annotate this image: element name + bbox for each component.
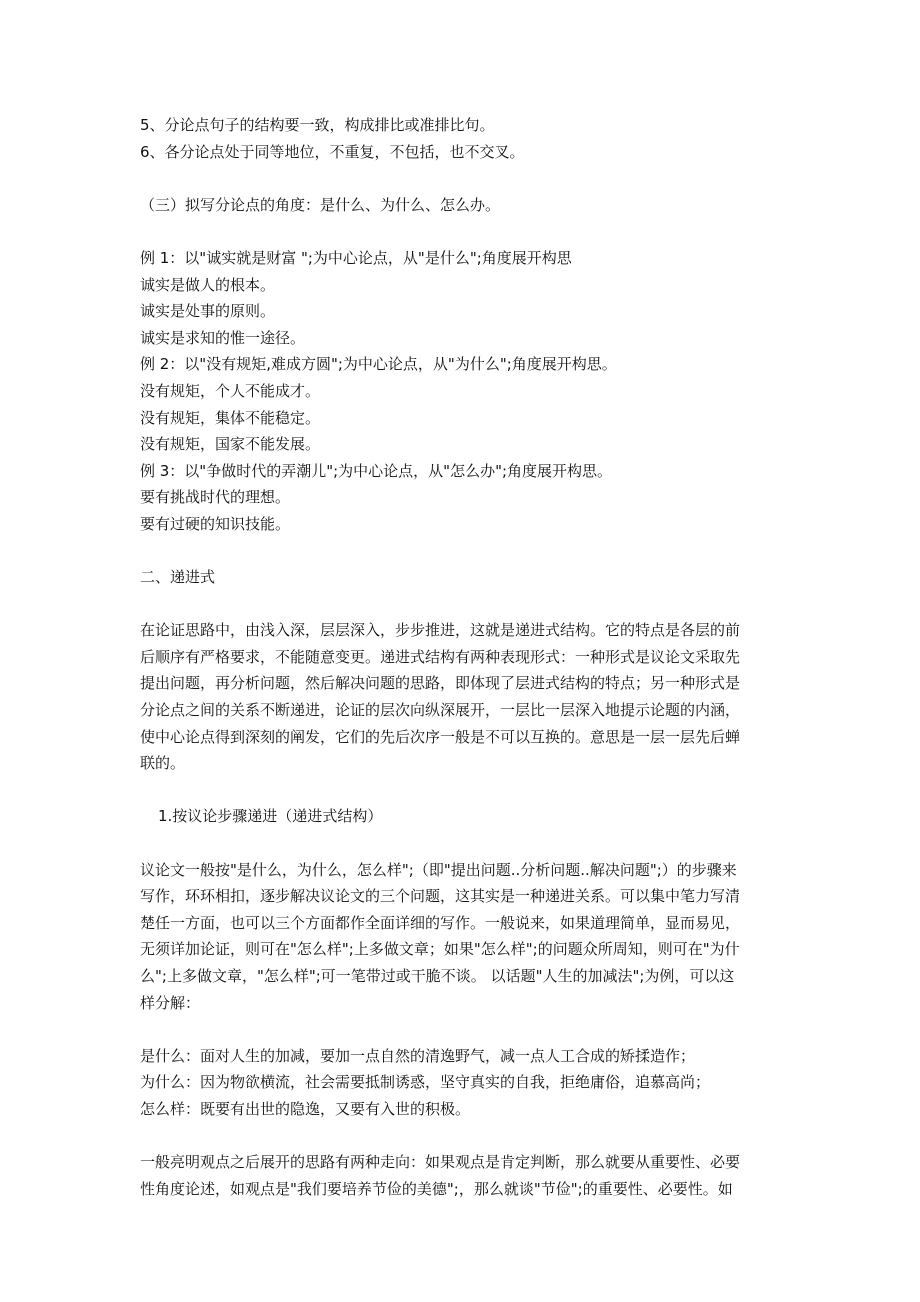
breakdown-what: 是什么：面对人生的加减，要加一点自然的清逸野气，减一点人工合成的矫揉造作；	[140, 1046, 696, 1065]
paragraph-line: 使中心论点得到深刻的阐发，它们的先后次序一般是不可以互换的。意思是一层一层先后蝉	[140, 727, 741, 746]
example-2-point: 没有规矩，集体不能稳定。	[140, 408, 321, 427]
paragraph-directions	[140, 1149, 820, 1202]
paragraph-line: 后顺序有严格要求，不能随意变更。递进式结构有两种表现形式：一种形式是议论文采取先	[140, 647, 741, 666]
paragraph-line: 联的。	[140, 754, 186, 773]
breakdown-how: 怎么样：既要有出世的隐逸，又要有入世的积极。	[140, 1099, 471, 1118]
paragraph-line: 写作，环环相扣，逐步解决议论文的三个问题，这其实是一种递进关系。可以集中笔力写清	[140, 887, 741, 906]
paragraph-line: 样分解：	[140, 993, 201, 1012]
example-2-point: 没有规矩，国家不能发展。	[140, 435, 321, 454]
list-item-5: 5、分论点句子的结构要一致，构成排比或准排比句。	[140, 116, 495, 134]
section-heading-angles: （三）拟写分论点的角度：是什么、为什么、怎么办。	[140, 195, 501, 214]
paragraph-line: 一般亮明观点之后展开的思路有两种走向：如果观点是肯定判断，那么就要从重要性、必要	[140, 1153, 741, 1172]
paragraph-line: 性角度论述，如观点是"我们要培养节俭的美德";，那么就谈"节俭";的重要性、必要性。如	[140, 1179, 733, 1198]
example-3-point: 要有挑战时代的理想。	[140, 488, 291, 507]
example-3-point: 要有过硬的知识技能。	[140, 514, 291, 533]
paragraph-line: 在论证思路中，由浅入深，层层深入，步步推进，这就是递进式结构。它的特点是各层的前	[140, 621, 741, 640]
paragraph-line: 楚任一方面，也可以三个方面都作全面详细的写作。一般说来，如果道理简单，显而易见，	[140, 913, 741, 932]
example-1-point: 诚实是做人的根本。	[140, 275, 276, 294]
example-1-point: 诚实是求知的惟一途径。	[140, 328, 306, 347]
paragraph-line: 无须详加论证，则可在"怎么样";上多做文章；如果"怎么样";的问题众所周知，则可在"为什	[140, 940, 740, 959]
list-item-6: 6、各分论点处于同等地位，不重复，不包括，也不交叉。	[140, 142, 525, 161]
subheading-step-progression: 1.按议论步骤递进（递进式结构）	[158, 807, 383, 826]
example-1-point: 诚实是处事的原则。	[140, 302, 276, 321]
paragraph-line: 么";上多做文章，"怎么样";可一笔带过或干脆不谈。 以话题"人生的加减法";为例，可以这	[140, 967, 735, 985]
paragraph-line: 提出问题，再分析问题，然后解决问题的思路，即体现了层进式结构的特点；另一种形式是	[140, 674, 741, 693]
example-2-title: 例 2：以"没有规矩,难成方圆";为中心论点，从"为什么";角度展开构思。	[140, 355, 617, 374]
example-3-title: 例 3：以"争做时代的弄潮儿";为中心论点，从"怎么办";角度展开构思。	[140, 461, 613, 480]
paragraph-line: 议论文一般按"是什么，为什么，怎么样";（即"提出问题..分析问题..解决问题";）的步骤来	[140, 860, 737, 879]
paragraph-progressive-structure	[140, 617, 820, 777]
section-heading-progressive: 二、递进式	[140, 568, 216, 587]
example-2-point: 没有规矩，个人不能成才。	[140, 381, 321, 400]
example-1-title: 例 1：以"诚实就是财富 ";为中心论点，从"是什么";角度展开构思	[140, 248, 572, 267]
breakdown-why: 为什么：因为物欲横流，社会需要抵制诱惑，坚守真实的自我，拒绝庸俗，追慕高尚；	[140, 1073, 711, 1092]
paragraph-steps	[140, 857, 820, 1017]
paragraph-line: 分论点之间的关系不断递进，论证的层次向纵深展开，一层比一层深入地提示论题的内涵，	[140, 701, 741, 720]
